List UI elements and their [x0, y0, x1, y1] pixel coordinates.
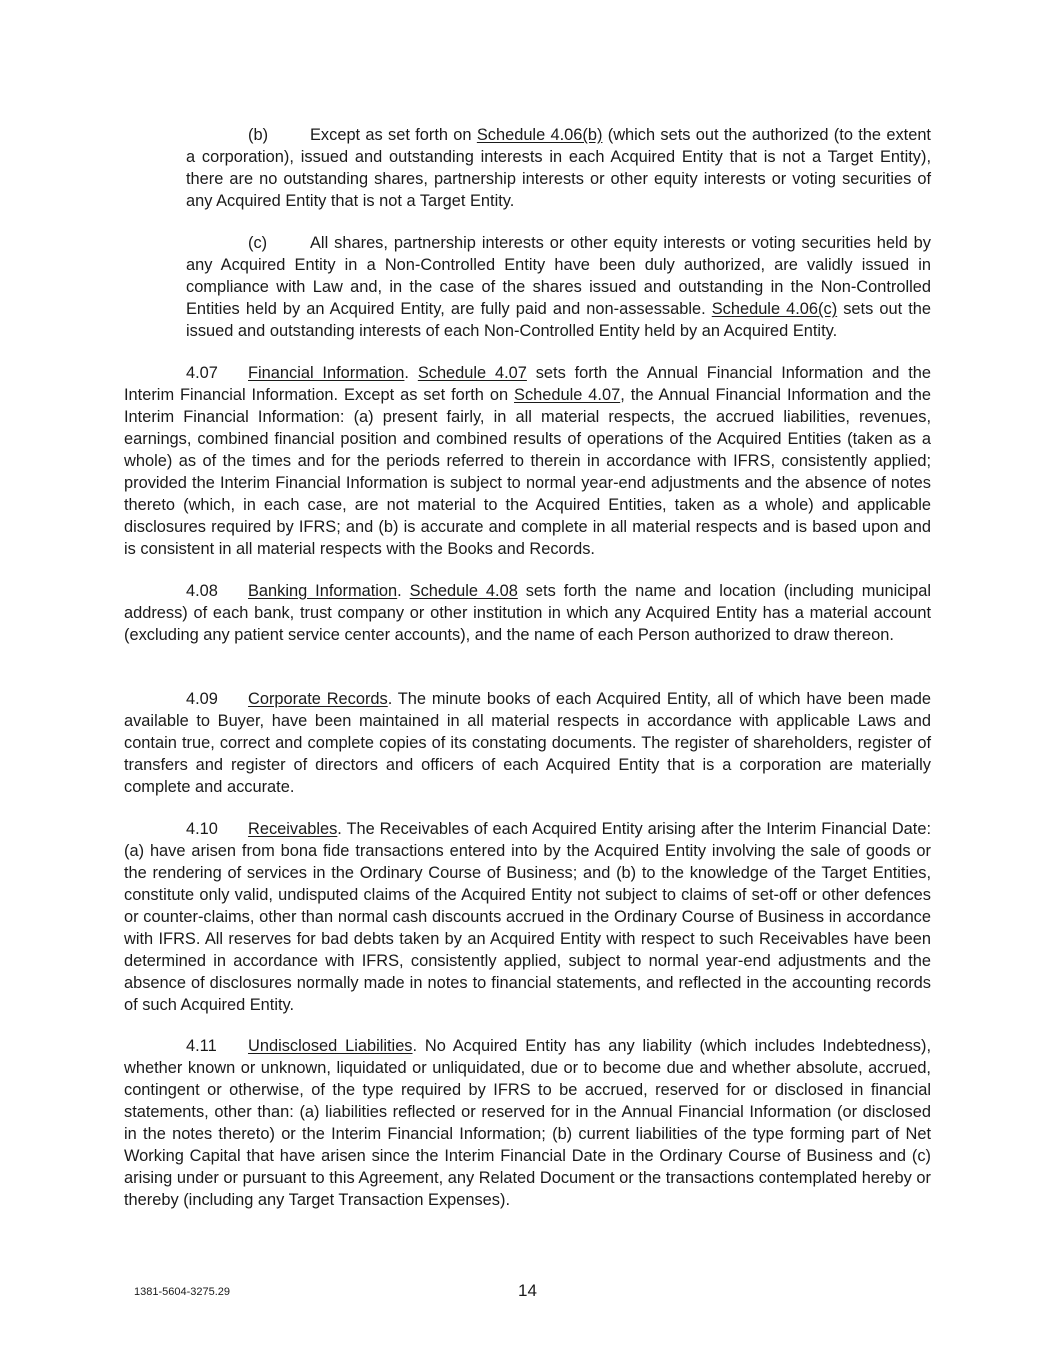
section-number: 4.11 — [186, 1037, 217, 1055]
clause-text-pre: All shares, partnership interests or other equity interests or voting securities held by any Acquired Entity in a Non-Controlled Entity have been duly authorized, are validly issued in compliance with Law and, in the case of the shares issued and outstanding in the Non-Controlled Entities held by an Acquired Entity, are fully paid and non-assessable. — [186, 234, 931, 318]
schedule-reference-2: Schedule 4.07 — [514, 386, 621, 404]
section-heading: Corporate Records — [248, 690, 388, 708]
footer-document-id: 1381-5604-3275.29 — [134, 1286, 231, 1298]
section-heading: Financial Information — [248, 364, 405, 382]
clause-text-pre: Except as set forth on — [310, 126, 477, 144]
clause-number: (c) — [248, 234, 268, 252]
section-text: . The minute books of each Acquired Entity, all of which have been made available to Buyer, have been maintained in all material respects in accordance with applicable Laws and contain true, correct and complete copies of its constating documents. The register of shareholders, register of transfers and register of directors and officers of each Acquired Entity that is a corporation are materially complete and accurate. — [124, 690, 931, 796]
section-4-09 — [124, 688, 931, 798]
section-text-mid: sets forth the Annual Financial Information and the Interim Financial Information. Except as set forth on — [124, 364, 931, 404]
section-4-11 — [124, 1035, 931, 1211]
section-number: 4.09 — [186, 690, 218, 708]
section-4-10 — [124, 818, 931, 1016]
clause-text-post: (which sets out the authorized (to the extent a corporation), issued and outstanding interests in each Acquired Entity that is not a Target Entity), there are no outstanding shares, partnership interests or other equity interests or voting securities of any Acquired Entity that is not a Target Entity. — [186, 126, 931, 210]
clause-text-post: sets out the issued and outstanding interests of each Non-Controlled Entity held by an Acquired Entity. — [186, 300, 931, 340]
section-4-06-c — [186, 232, 931, 342]
section-number: 4.08 — [186, 582, 218, 600]
section-text-post: sets forth the name and location (including municipal address) of each bank, trust company or other institution in which any Acquired Entity has a material account (excluding any patient service center accounts), and the name of each Person authorized to draw thereon. — [124, 582, 932, 644]
section-number: 4.10 — [186, 820, 218, 838]
section-number: 4.07 — [186, 364, 218, 382]
clause-number: (b) — [248, 126, 269, 144]
section-heading: Banking Information — [248, 582, 398, 600]
section-4-08 — [124, 580, 931, 646]
schedule-reference: Schedule 4.06(b) — [476, 126, 603, 144]
heading-separator: . — [404, 364, 418, 382]
section-text: . The Receivables of each Acquired Entity arising after the Interim Financial Date: (a) have arisen from bona fide transactions entered into by the Acquired Entity involving the sale of goods or the rendering of services in the Ordinary Course of Business; and (b) to the knowledge of the Target Entities, constitute only valid, undisputed claims of the Acquired Entity not subject to claims of set-off or other defences or counter-claims, other than normal cash discounts accrued in the Ordinary Course of Business in accordance with IFRS. All reserves for bad debts taken by an Acquired Entity with respect to such Receivables have been determined in accordance with IFRS, consistently applied, subject to normal year-end adjustments and the absence of disclosures normally made in notes to financial statements, and reflected in the accounting records of such Acquired Entity. — [124, 820, 931, 1014]
schedule-reference: Schedule 4.06(c) — [711, 300, 838, 318]
section-4-06-b — [186, 124, 931, 212]
section-4-07 — [124, 362, 931, 560]
section-text: . No Acquired Entity has any liability (which includes Indebtedness), whether known or unknown, liquidated or unliquidated, due or to become due and whether absolute, accrued, contingent or otherwise, of the type required by IFRS to be accrued, reserved for or disclosed in financial statements, other than: (a) liabilities reflected or reserved for in the Annual Financial Information (or disclosed in the notes thereto) or the Interim Financial Information; (b) current liabilities of the type forming part of Net Working Capital that have arisen since the Interim Financial Date in the Ordinary Course of Business and (c) arising under or pursuant to this Agreement, any Related Document or the transactions contemplated hereby or thereby (including any Target Transaction Expenses). — [124, 1037, 931, 1209]
section-heading: Receivables — [248, 820, 338, 838]
page-number: 14 — [518, 1281, 537, 1300]
section-heading: Undisclosed Liabilities — [248, 1037, 413, 1055]
schedule-reference: Schedule 4.07 — [417, 364, 527, 382]
section-text-post: , the Annual Financial Information and the Interim Financial Information: (a) present fairly, in all material respects, the accrued liabilities, revenues, earnings, combined financial position and combined results of operations of the Acquired Entities (taken as a whole) as of the times and for the periods referred to therein in accordance with IFRS, consistently applied; provided the Interim Financial Information is subject to normal year-end adjustments and the absence of notes thereto (which, in each case, are not material to the Acquired Entities, taken as a whole) and applicable disclosures required by IFRS; and (b) is accurate and complete in all material respects and is based upon and is consistent in all material respects with the Books and Records. — [124, 386, 931, 558]
heading-separator: . — [397, 582, 410, 600]
schedule-reference: Schedule 4.08 — [409, 582, 518, 600]
